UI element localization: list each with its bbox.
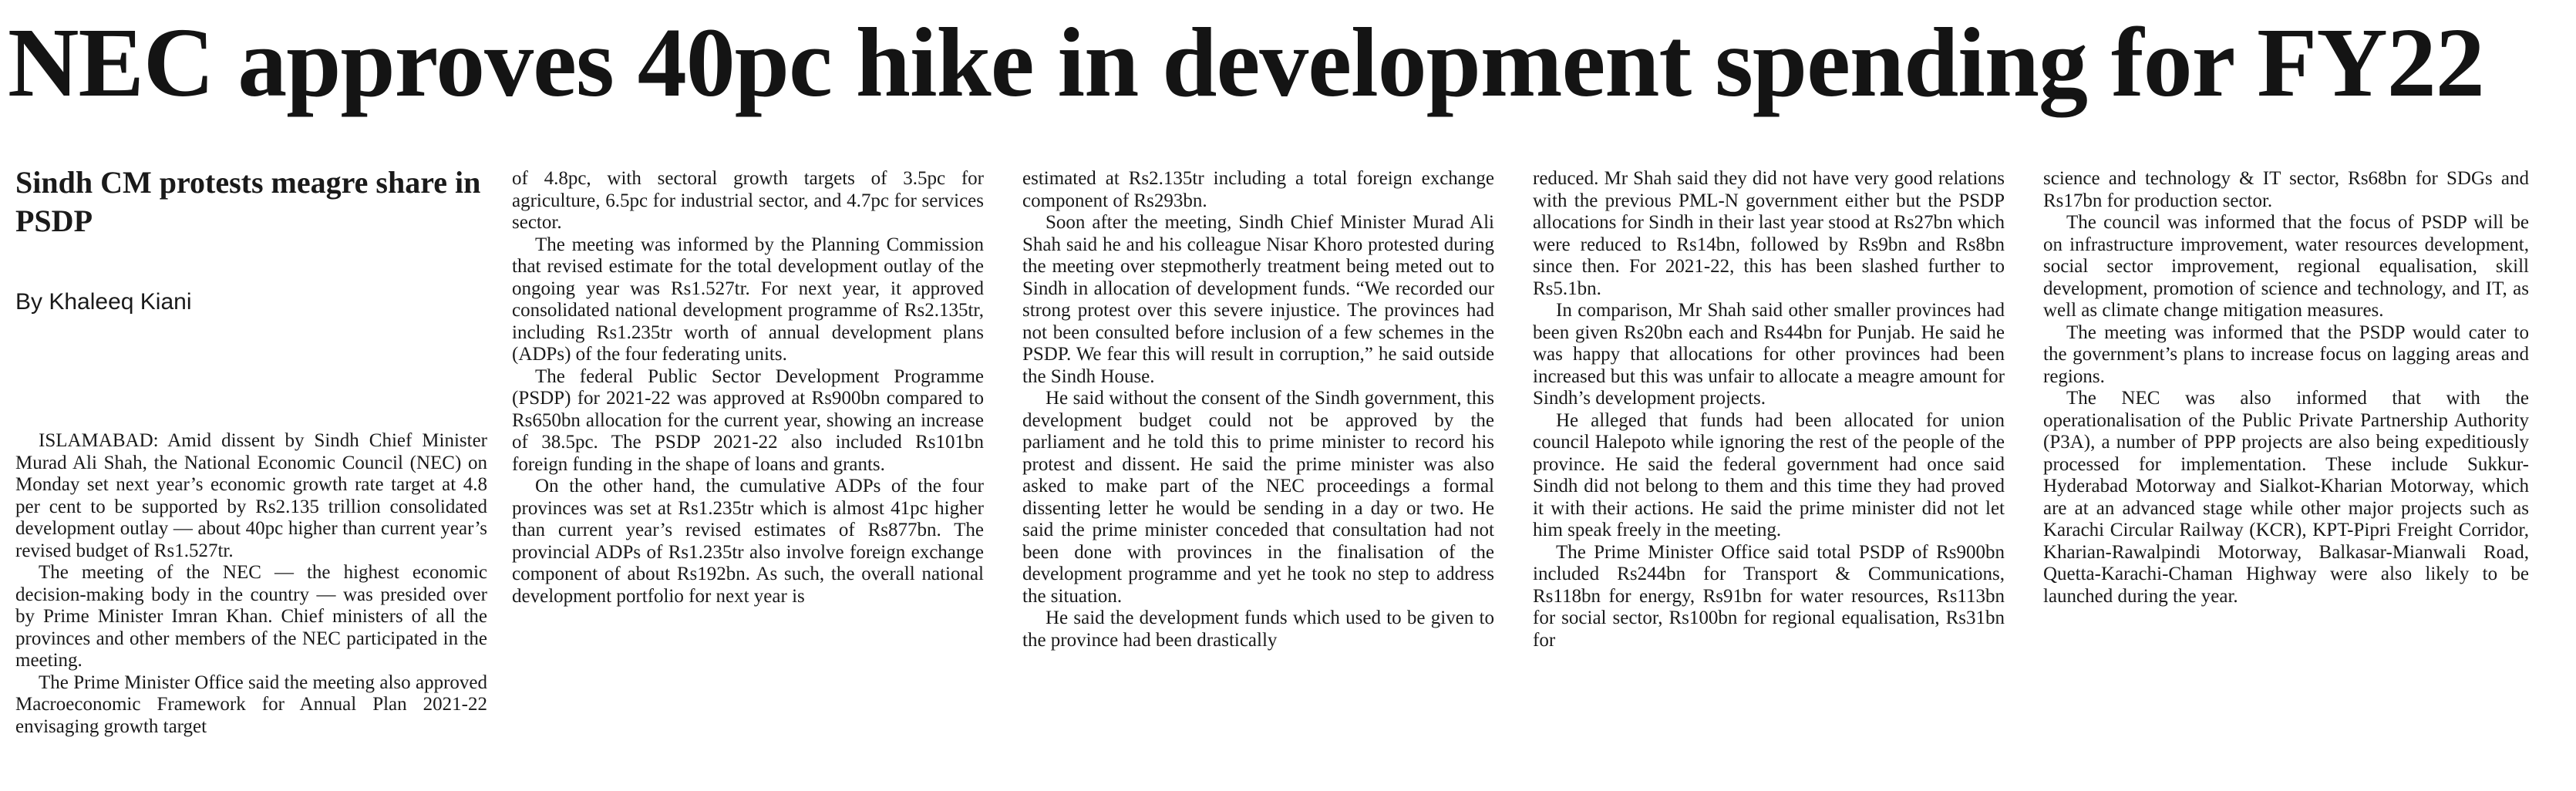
paragraph-continued: science and technology & IT sector, Rs68bn for SDGs and Rs17bn for production sector.: [2043, 168, 2529, 211]
paragraph: He alleged that funds had been allocated for union council Halepoto while ignoring the rest of the people of the province. He said the federal government had once said Sindh did not belong to them and this time they had proved it with their actions. He said the prime minister did not let him speak freely in the meeting.: [1533, 409, 2005, 540]
paragraph: The council was informed that the focus of PSDP will be on infrastructure improvement, water resources development, social sector improvement, regional equalisation, skill development, promotion of science and technology, and IT, as well as climate change mitigation measures.: [2043, 212, 2529, 321]
headline: NEC approves 40pc hike in development spending for FY22: [8, 8, 2484, 117]
paragraph: He said without the consent of the Sindh government, this development budget could not be approved by the parliament and he told this to prime minister to record his protest and dissent. He said the prime minister was also asked to make part of the NEC proceedings a formal dissenting letter he would be sending in a day or two. He said the prime minister conceded that consultation had not been done with provinces in the finalisation of the development programme and yet he took no step to address the situation.: [1022, 388, 1494, 607]
paragraph: He said the development funds which used to be given to the province had been drastically: [1022, 608, 1494, 651]
paragraph: Soon after the meeting, Sindh Chief Minister Murad Ali Shah said he and his colleague Nisar Khoro protested during the meeting over stepmotherly treatment being meted out to Sindh in allocation of development funds. “We recorded our strong protest over this severe injustice. The provinces had not been consulted before inclusion of a few schemes in the PSDP. We fear this will result in corruption,” he said outside the Sindh House.: [1022, 212, 1494, 387]
paragraph: The Prime Minister Office said the meeting also approved Macroeconomic Framework for Annual Plan 2021-22 envisaging growth target: [15, 672, 487, 737]
paragraph: The NEC was also informed that with the operationalisation of the Public Private Partnership Authority (P3A), a number of PPP projects are also being expeditiously processed for implementation. These include Sukkur-Hyderabad Motorway and Sialkot-Kharian Motorway, which are at an advanced stage while other major projects such as Karachi Circular Railway (KCR), KPT-Pipri Freight Corridor, Kharian-Rawalpindi Motorway, Balkasar-Mianwali Road, Quetta-Karachi-Chaman Highway were also likely to be launched during the year.: [2043, 388, 2529, 607]
subheadline: Sindh CM protests meagre share in PSDP: [15, 165, 481, 238]
paragraph: The federal Public Sector Development Programme (PSDP) for 2021-22 was approved at Rs900bn compared to Rs650bn allocation for the current year, showing an increase of 38.5pc. The PSDP 2021-22 also included Rs101bn foreign funding in the shape of loans and grants.: [512, 365, 984, 475]
article-column-5: [2043, 168, 2529, 785]
paragraph: The meeting was informed that the PSDP would cater to the government’s plans to increase focus on lagging areas and regions.: [2043, 321, 2529, 387]
paragraph: On the other hand, the cumulative ADPs of the four provinces was set at Rs1.235tr which is almost 41pc higher than current year’s revised estimates of Rs877bn. The provincial ADPs of Rs1.235tr also involve foreign exchange component of about Rs192bn. As such, the overall national development portfolio for next year is: [512, 476, 984, 607]
paragraph-continued: of 4.8pc, with sectoral growth targets of 3.5pc for agriculture, 6.5pc for industrial sector, and 4.7pc for services sector.: [512, 168, 984, 233]
paragraph: The meeting was informed by the Planning Commission that revised estimate for the total development outlay of the ongoing year was Rs1.527tr. For next year, it approved consolidated national development programme of Rs2.135tr, including Rs1.235tr worth of annual development plans (ADPs) of the four federating units.: [512, 234, 984, 365]
paragraph-continued: estimated at Rs2.135tr including a total foreign exchange component of Rs293bn.: [1022, 168, 1494, 211]
article-column-4: [1533, 168, 2005, 785]
article-column-2: [512, 168, 984, 785]
paragraph: The Prime Minister Office said total PSDP of Rs900bn included Rs244bn for Transport & Communications, Rs118bn for energy, Rs91bn for water resources, Rs113bn for social sector, Rs100bn for regional equalisation, Rs31bn for: [1533, 541, 2005, 651]
paragraph: The meeting of the NEC — the highest economic decision-making body in the country — was presided over by Prime Minister Imran Khan. Chief ministers of all the provinces and other members of the NEC participated in the meeting.: [15, 562, 487, 671]
article-column-3: [1022, 168, 1494, 785]
paragraph-continued: reduced. Mr Shah said they did not have very good relations with the previous PML-N government either but the PSDP allocations for Sindh in their last year stood at Rs27bn which were reduced to Rs14bn, followed by Rs9bn and Rs8bn since then. For 2021-22, this has been slashed further to Rs5.1bn.: [1533, 168, 2005, 299]
article-sidebar: [15, 163, 486, 316]
paragraph: In comparison, Mr Shah said other smaller provinces had been given Rs20bn each and Rs44bn for Punjab. He said he was happy that allocations for other provinces had been increased but this was unfair to allocate a meagre amount for Sindh’s development projects.: [1533, 300, 2005, 409]
article-column-1: [15, 430, 487, 785]
byline: By Khaleeq Kiani: [15, 289, 192, 315]
paragraph: ISLAMABAD: Amid dissent by Sindh Chief Minister Murad Ali Shah, the National Economic Council (NEC) on Monday set next year’s economic growth rate target at 4.8 per cent to be supported by Rs2.135 trillion consolidated development outlay — about 40pc higher than current year’s revised budget of Rs1.527tr.: [15, 430, 487, 561]
